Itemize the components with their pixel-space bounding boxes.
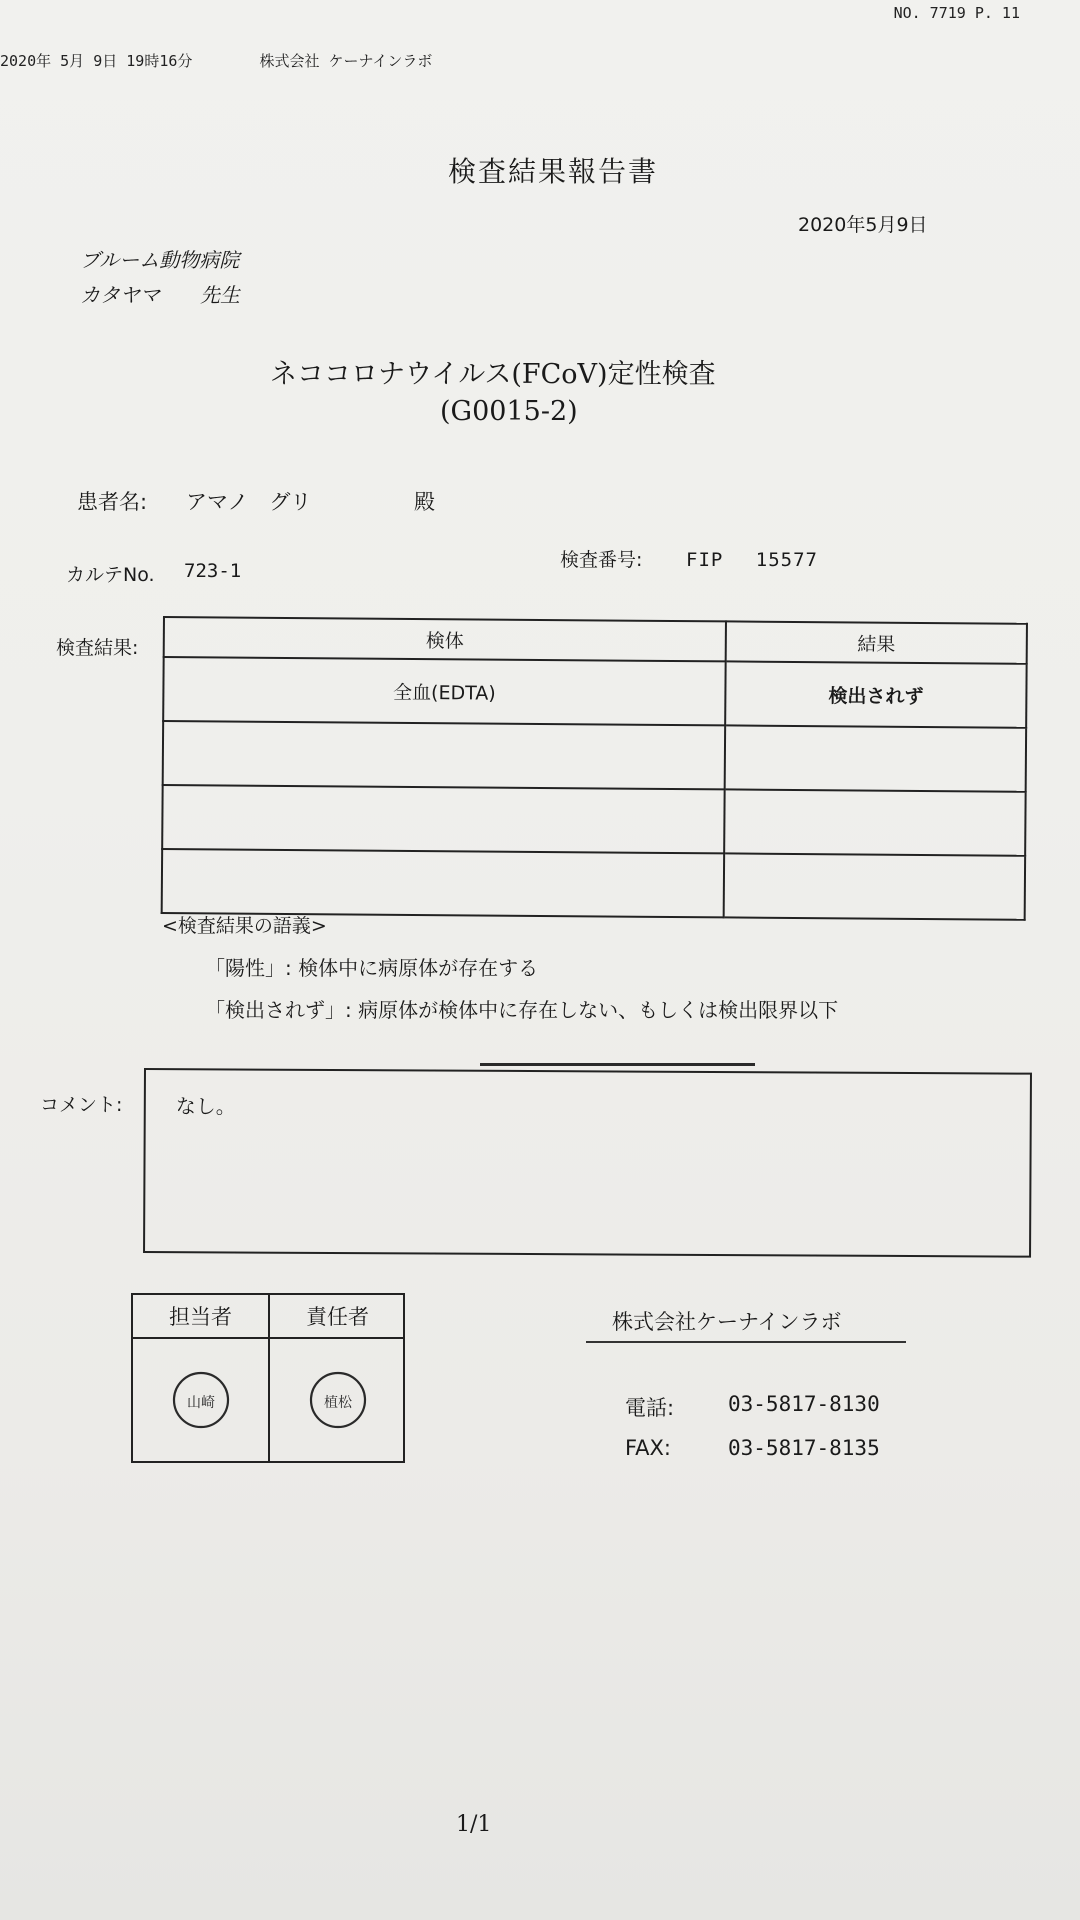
svg-text:植松: 植松 <box>323 1395 352 1411</box>
divider <box>480 1063 755 1066</box>
phone-label: 電話: <box>625 1396 675 1420</box>
seal-cell-person-in-charge <box>133 1339 270 1461</box>
company-underline <box>586 1341 906 1343</box>
result-cell <box>724 853 1025 919</box>
report-date: 2020年5月9日 <box>798 214 928 236</box>
test-code: (G0015-2) <box>440 396 578 427</box>
table-row <box>162 785 1025 856</box>
comment-box <box>143 1068 1032 1258</box>
test-name: ネココロナウイルス(FCoV)定性検査 <box>270 359 716 390</box>
legend-title: <検査結果の語義> <box>162 915 327 937</box>
seal-stamp-icon <box>170 1369 232 1431</box>
result-cell: 検出されず <box>725 661 1026 727</box>
svg-text:山崎: 山崎 <box>186 1395 215 1411</box>
results-label: 検査結果: <box>56 637 139 659</box>
legend-item-positive: 「陽性」: 検体中に病原体が存在する <box>205 956 539 980</box>
comment-text: なし。 <box>175 1094 236 1119</box>
specimen-header: 検体 <box>164 617 726 661</box>
specimen-cell: 全血(EDTA) <box>163 657 725 725</box>
specimen-cell <box>163 721 725 789</box>
comment-label: コメント: <box>40 1094 123 1116</box>
recipient-doctor: カタヤマ 先生 <box>80 283 240 307</box>
stamp-header-person-in-charge: 担当者 <box>133 1295 270 1339</box>
fax-number: 03-5817-8135 <box>728 1436 880 1460</box>
specimen-cell <box>162 849 724 917</box>
results-header-row <box>164 617 1027 664</box>
fax-sent-time: 2020年 5月 9日 19時16分 <box>0 52 193 70</box>
test-number-label: 検査番号: <box>560 549 643 571</box>
result-cell <box>725 725 1026 791</box>
fax-label: FAX: <box>625 1436 671 1460</box>
result-header: 結果 <box>726 621 1027 663</box>
fax-sender: 株式会社 ケーナインラボ <box>259 52 433 70</box>
patient-label: 患者名: <box>77 490 148 514</box>
result-cell <box>724 789 1025 855</box>
fax-header-left <box>0 50 432 71</box>
patient-honorific: 殿 <box>414 490 435 514</box>
recipient-hospital: ブルーム動物病院 <box>80 248 240 272</box>
seal-cell-manager <box>270 1339 405 1461</box>
page-number: 1/1 <box>456 1812 492 1837</box>
specimen-cell <box>162 785 724 853</box>
seal-stamp-icon <box>307 1369 369 1431</box>
table-row <box>162 849 1025 920</box>
approval-stamp-table <box>131 1293 405 1463</box>
fax-page-info: NO. 7719 P. 11 <box>893 4 1020 22</box>
test-number: FIP 15577 <box>686 549 818 571</box>
stamp-header-manager: 責任者 <box>270 1295 405 1339</box>
document-title: 検査結果報告書 <box>448 155 659 188</box>
table-row <box>163 721 1026 792</box>
patient-name: アマノ グリ <box>186 490 312 514</box>
chart-number-label: カルテNo. <box>66 564 155 586</box>
table-row <box>163 657 1026 728</box>
company-name: 株式会社ケーナインラボ <box>612 1310 842 1334</box>
phone-number: 03-5817-8130 <box>728 1392 880 1416</box>
chart-number: 723-1 <box>184 560 242 582</box>
results-table <box>161 616 1028 921</box>
legend-item-not-detected: 「検出されず」: 病原体が検体中に存在しない、もしくは検出限界以下 <box>205 998 839 1022</box>
